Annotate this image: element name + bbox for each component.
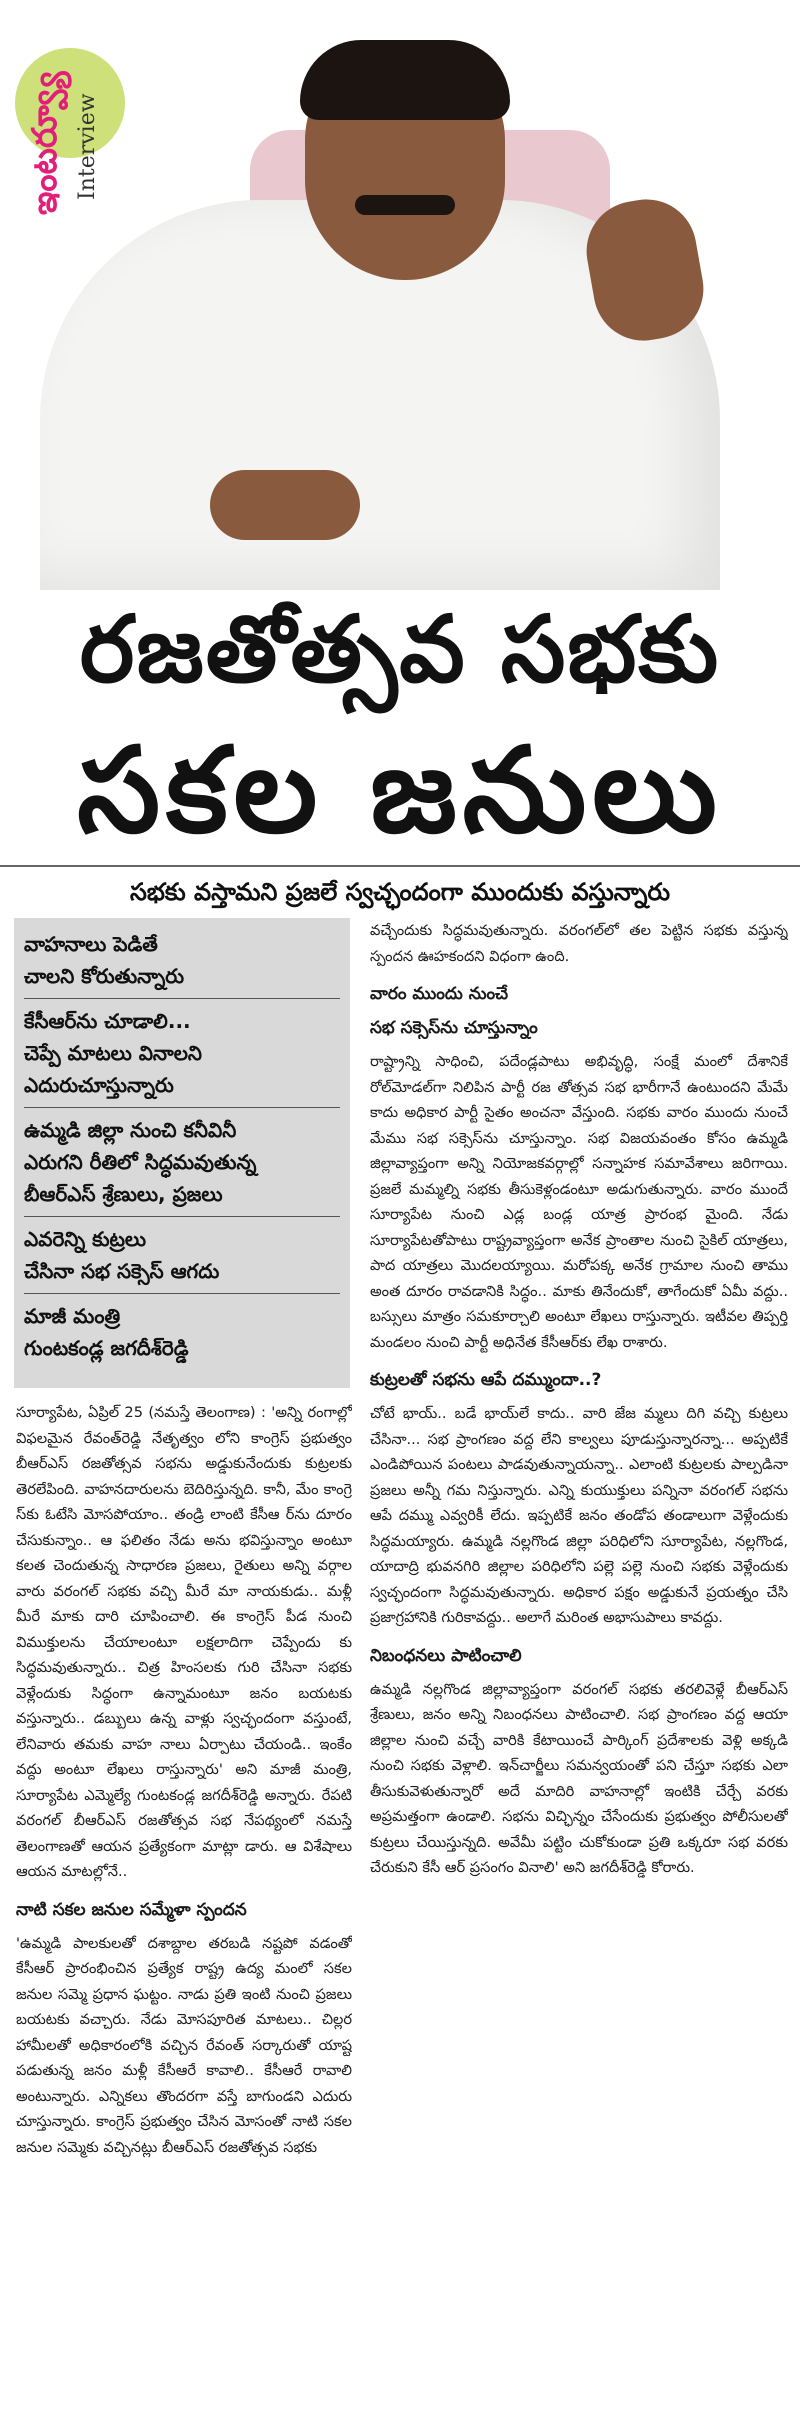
article-paragraph: చోటే భాయ్.. బడే భాయ్‌లే కాదు.. వారి జేజ మ్మలు దిగి వచ్చి కుట్రలు చేసినా... సభ ప్రాంగణం వద్ద లేని కాల్వలు పూడుస్తున్నారన్నా... అప్పటికే ఎండిపోయిన పంటలు పాడవుతున్నాయన్నా.. ఎలాంటి కుట్రలకు పాల్పడినా ప్రజలు అన్నీ గమ నిస్తున్నారు. ఎన్ని కుయుక్తులు పన్నినా వరంగల్ సభను ఆపే దమ్ము ఎవ్వరికీ లేదు. ఇప్పటికే జనం తండోప తండాలుగా వెళ్లేందుకు సిద్ధమయ్యారు. ఉమ్మడి నల్లగొండ జిల్లా పరిధిలోని సూర్యాపేట, నల్లగొండ, యాదాద్రి భువనగిరి జిల్లాల పరిధిలోని పల్లె పల్లె నుంచి సభకు వెళ్లేందుకు స్వచ్ఛందంగా సిద్ధమవుతున్నారు. అధికార పక్షం అడ్డుకునే ప్రయత్నం చేసి ప్రజాగ్రహానికి గురికావద్దు.. అలాగే మరింత అభాసుపాలు కావద్దు. — [370, 1405, 788, 1626]
article-right-column — [370, 918, 788, 2418]
hero-photo — [0, 0, 800, 590]
article-left-column — [16, 1400, 352, 2420]
pullquote-divider — [24, 1293, 340, 1294]
section-heading: వారం ముందు నుంచే — [370, 984, 509, 1004]
pullquote-line: బీఆర్‌ఎస్ శ్రేణులు, ప్రజలు — [24, 1182, 223, 1206]
pullquote-box — [14, 918, 350, 1388]
headline-line-1: రజతోత్సవ సభకు — [79, 596, 721, 703]
pullquote-line: గుంటకండ్ల జగదీశ్‌రెడ్డి — [24, 1336, 189, 1360]
subheadline: సభకు వస్తామని ప్రజలే స్వచ్ఛందంగా ముందుకు వస్తున్నారు — [129, 878, 671, 906]
pullquote-line: మాజీ మంత్రి — [24, 1304, 121, 1328]
article-paragraph: రాష్ట్రాన్ని సాధించి, పదేండ్లపాటు అభివృద్ధి, సంక్షే మంలో దేశానికే రోల్‌మోడల్‌గా నిలిపిన పార్టీ రజ తోత్సవ సభ భారీగానే ఉంటుందని మేమే కాదు అధికార పార్టీ సైతం అంచనా వేస్తుంది. సభకు వారం ముందు నుంచే మేము సభ సక్సెస్‌ను చూస్తున్నాం. సభ విజయవంతం కోసం ఉమ్మడి జిల్లావ్యాప్తంగా అన్ని నియోజకవర్గాల్లో సన్నాహక సమావేశాలు జరిగాయి. ప్రజలే మమ్మల్ని సభకు తీసుకెళ్లండంటూ అడుగుతున్నారు. వారం ముందే సూర్యాపేట నుంచి ఎడ్ల బండ్ల యాత్ర ప్రారంభ మైంది. నేడు సూర్యాపేటతోపాటు రాష్ట్రవ్యాప్తంగా అనేక ప్రాంతాల నుంచి సైకిల్ యాత్రలు, పాద యాత్రలు మొదలయ్యాయి. మరోపక్క అనేక గ్రామాల నుంచి తాము అంత దూరం రావడానికి సిద్ధం.. మాకు తినేందుకో, తాగేందుకో ఏమీ వద్దు.. బస్సులు మాత్రం సమకూర్చాలి అంటూ లేఖలు రాస్తున్నారు. ఇటీవల తిప్పర్తి మండలం నుంచి పార్టీ అధినేత కేసీఆర్‌కు లేఖ రాశారు. — [370, 1053, 788, 1351]
pullquote-line: ఎవరెన్ని కుట్రలు — [24, 1227, 147, 1251]
section-heading: నిబంధనలు పాటించాలి — [370, 1645, 522, 1666]
person-left-hand — [210, 470, 360, 540]
pullquote-line: ఎదురుచూస్తున్నారు — [24, 1073, 174, 1097]
section-heading: నాటి సకల జనుల సమ్మేళా స్పందన — [16, 1899, 247, 1920]
pullquote-divider — [24, 1107, 340, 1108]
pullquote-line: కేసీఆర్‌ను చూడాలి... — [24, 1009, 191, 1033]
interview-badge-title: ఇంటర్వ్యూ — [25, 71, 65, 215]
article-paragraph: వచ్చేందుకు సిద్ధమవుతున్నారు. వరంగల్‌లో తల పెట్టిన సభకు వస్తున్న స్పందన ఊహకందని విధంగా ఉంది. — [370, 922, 788, 965]
interview-badge-subtitle: Interview — [75, 93, 100, 200]
pullquote-line: చాలని కోరుతున్నారు — [24, 964, 185, 988]
pullquote-line: ఎరుగని రీతిలో సిద్ధమవుతున్న — [24, 1150, 257, 1174]
pullquote-line: ఉమ్మడి జిల్లా నుంచి కనీవినీ — [24, 1118, 237, 1142]
pullquote-line: వాహనాలు పెడితే — [24, 932, 158, 956]
article-paragraph: సూర్యాపేట, ఏప్రిల్ 25 (నమస్తే తెలంగాణ) : 'అన్ని రంగాల్లో విఫలమైన రేవంత్‌రెడ్డి నేతృత్వం లోని కాంగ్రెస్ ప్రభుత్వం బీఆర్‌ఎస్ రజతోత్సవ సభను అడ్డుకునేందుకు కుట్రలకు తెరలేపింది. వాహనదారులను బెదిరిస్తున్నది. కానీ, మేం కాంగ్రె స్‌కు ఓటేసి మోసపోయాం.. తండ్రి లాంటి కేసీఆ ర్‌ను దూరం చేసుకున్నాం.. ఆ ఫలితం నేడు అను భవిస్తున్నాం అంటూ కలత చెందుతున్న సాధారణ ప్రజలు, రైతులు అన్ని వర్గాల వారు వరంగల్ సభకు వచ్చి మీరే మా నాయకుడు.. మళ్లీ మీరే మాకు దారి చూపించాలి. ఈ కాంగ్రెస్ పీడ నుంచి విముక్తులను చేయాలంటూ లక్షలాదిగా చెప్పేందు కు సిద్ధమవుతున్నారు.. చిత్ర హింసలకు గురి చేసినా సభకు వెళ్లేందుకు సిద్ధంగా ఉన్నామంటూ జనం బయటకు వస్తున్నారు.. డబ్బులు ఉన్న వాళ్లు స్వచ్ఛందంగా వస్తుంటే, లేనివారు తమకు వాహ నాలు ఏర్పాటు చేయండి.. ఇంకేం వద్దు అంటూ లేఖలు రాస్తున్నారు' అని మాజీ మంత్రి, సూర్యాపేట ఎమ్మెల్యే గుంటకండ్ల జగదీశ్‌రెడ్డి అన్నారు. రేపటి వరంగల్ బీఆర్‌ఎస్ రజతోత్సవ సభ నేపథ్యంలో నమస్తే తెలంగాణతో ఆయన ప్రత్యేకంగా మాట్లా డారు. ఆ విశేషాలు ఆయన మాటల్లోనే.. — [16, 1404, 352, 1880]
pullquote-line: చెప్పే మాటలు వినాలని — [24, 1041, 202, 1065]
section-heading: కుట్రలతో సభను ఆపే దమ్ముందా..? — [370, 1370, 602, 1390]
pullquote-divider — [24, 1216, 340, 1217]
article-paragraph: ఉమ్మడి నల్లగొండ జిల్లావ్యాప్తంగా వరంగల్ సభకు తరలివెళ్లే బీఆర్‌ఎస్ శ్రేణులు, జనం అన్ని నిబంధనలు పాటించాలి. సభ ప్రాంగణం వద్ద ఆయా జిల్లాల నుంచి వచ్చే వారికి కేటాయించే పార్కింగ్ ప్రదేశాలకు వెళ్లి అక్కడి నుంచి సభకు వెళ్లాలి. ఇన్‌చార్జీలు సమన్వయంతో పని చేస్తూ సభకు ఎలా తీసుకువెళుతున్నారో అదే మాదిరి వాహనాల్లో ఇంటికి చేర్చే వరకు అప్రమత్తంగా ఉండాలి. సభను విచ్ఛిన్నం చేసేందుకు ప్రభుత్వం పోలీసులతో కుట్రలు చేయిస్తున్నది. అవేమీ పట్టిం చుకోకుండా ప్రతి ఒక్కరూ సభ వరకు చేరుకుని కేసీ ఆర్ ప్రసంగం వినాలి' అని జగదీశ్‌రెడ్డి కోరారు. — [370, 1680, 788, 1876]
person-mustache — [355, 195, 455, 215]
article-paragraph: 'ఉమ్మడి పాలకులతో దశాబ్దాల తరబడి నష్టపో వడంతో కేసీఆర్ ప్రారంభించిన ప్రత్యేక రాష్ట్ర ఉద్య మంలో సకల జనుల సమ్మె ప్రధాన ఘట్టం. నాడు ప్రతి ఇంటి నుంచి ప్రజలు బయటకు వచ్చారు. నేడు మోసపూరిత మాటలు.. చిల్లర హామీలతో అధికారంలోకి వచ్చిన రేవంత్ సర్కారుతో యాష్ట పడుతున్న జనం మళ్లీ కేసీఆరే కావాలి.. కేసీఆరే రావాలి అంటున్నారు. ఎన్నికలు తొందరగా వస్తే బాగుండని ఎదురు చూస్తున్నారు. కాంగ్రెస్ ప్రభుత్వం చేసిన మోసంతో నాటి సకల జనుల సమ్మెకు వచ్చినట్లు బీఆర్‌ఎస్ రజతోత్సవ సభకు — [16, 1934, 352, 2156]
section-heading: సభ సక్సెస్‌ను చూస్తున్నాం — [370, 1018, 538, 1038]
pullquote-line: చేసినా సభ సక్సెస్ ఆగదు — [24, 1259, 220, 1283]
headline-line-2: సకల జనులు — [77, 721, 723, 859]
divider — [0, 865, 800, 867]
pullquote-divider — [24, 998, 340, 999]
person-hair — [300, 40, 510, 120]
